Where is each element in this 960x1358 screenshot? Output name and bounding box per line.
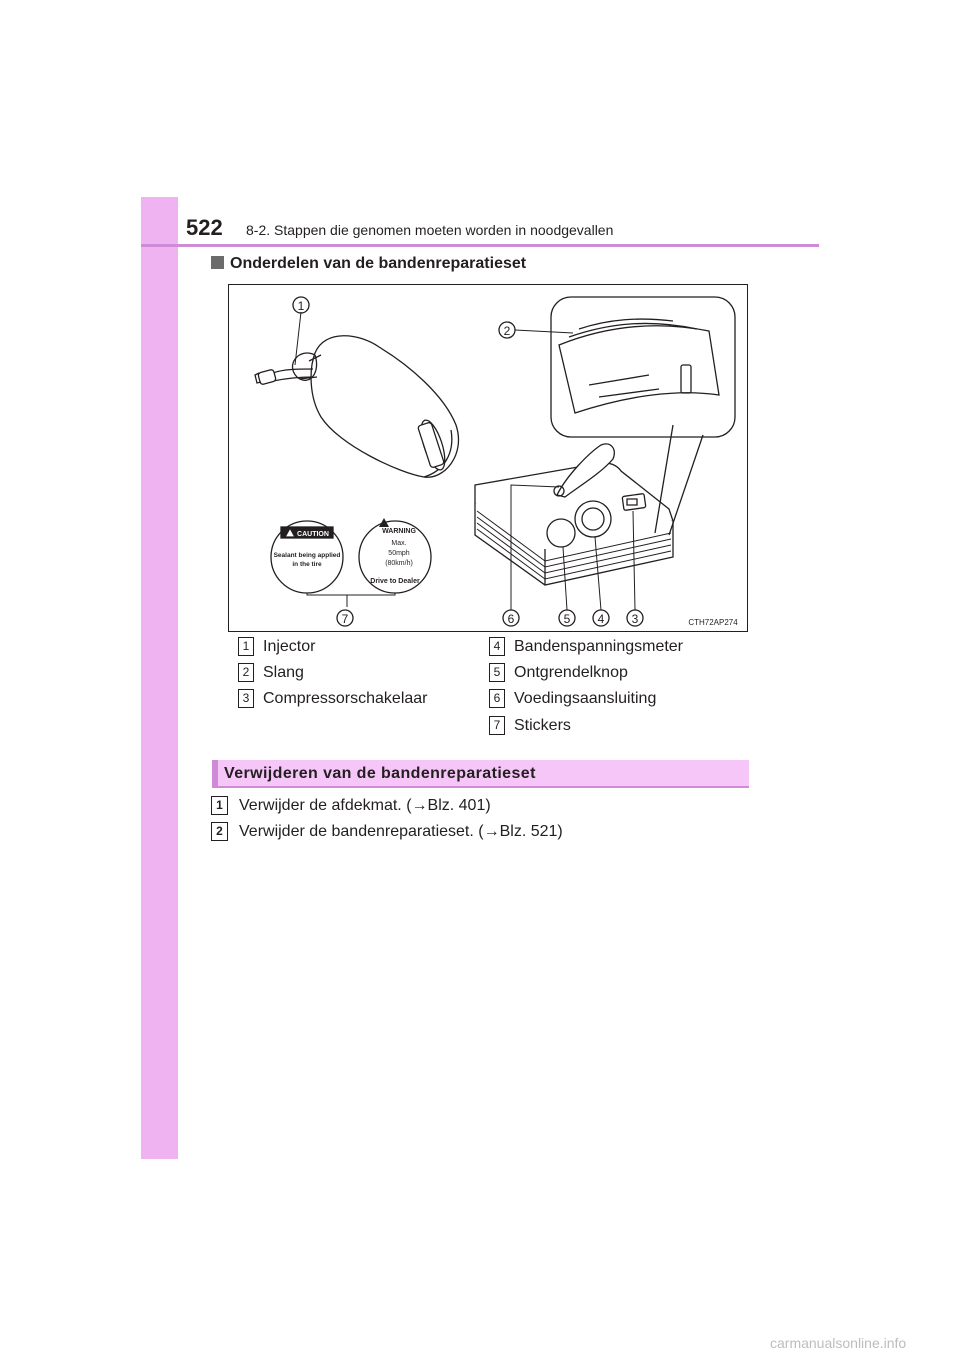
step-number: 2 xyxy=(211,822,228,841)
legend-label: Slang xyxy=(263,664,304,681)
repair-kit-drawing xyxy=(229,285,747,631)
step-text: Verwijder de bandenreparatieset. (→Blz. 521) xyxy=(239,823,563,840)
site-watermark: carmanualsonline.info xyxy=(770,1335,907,1351)
legend-item xyxy=(489,663,628,682)
header-rule xyxy=(141,244,819,247)
callout-2: 2 xyxy=(503,324,511,338)
legend-item xyxy=(238,689,428,708)
running-header-title: 8-2. Stappen die genomen moeten worden in noodgevallen xyxy=(246,222,614,238)
legend-item xyxy=(238,637,315,656)
callout-1: 1 xyxy=(297,299,305,313)
sticker-warning-heading: WARNING xyxy=(382,528,416,535)
legend-number: 1 xyxy=(238,637,254,656)
sticker-warning-line2: 50mph xyxy=(388,550,410,557)
sticker-warning-line3: (80km/h) xyxy=(385,560,413,567)
step-number: 1 xyxy=(211,796,228,815)
legend-label: Injector xyxy=(263,638,316,655)
section-heading xyxy=(211,255,526,273)
callout-5: 5 xyxy=(563,612,571,626)
legend-label: Stickers xyxy=(514,717,571,734)
callout-6: 6 xyxy=(507,612,515,626)
page-number: 522 xyxy=(186,215,223,240)
chapter-sidebar-tab xyxy=(141,197,178,1159)
sticker-caution-heading: CAUTION xyxy=(297,531,329,538)
legend-label: Bandenspanningsmeter xyxy=(514,638,684,655)
legend-number: 7 xyxy=(489,716,505,735)
removal-heading-rule xyxy=(212,786,749,788)
step-item xyxy=(211,822,563,841)
step-text: Verwijder de afdekmat. (→Blz. 401) xyxy=(239,797,491,814)
legend-label: Ontgrendelknop xyxy=(514,664,628,681)
legend-item xyxy=(489,716,571,735)
section-heading-text: Onderdelen van de bandenreparatieset xyxy=(230,255,527,272)
legend-item xyxy=(489,689,656,708)
legend-number: 5 xyxy=(489,663,505,682)
legend-number: 2 xyxy=(238,663,254,682)
legend-item xyxy=(238,663,304,682)
repair-kit-illustration xyxy=(228,284,748,632)
sticker-caution-line2: in the tire xyxy=(292,561,322,568)
legend-number: 4 xyxy=(489,637,505,656)
legend-item xyxy=(489,637,683,656)
step-item xyxy=(211,796,491,815)
callout-3: 3 xyxy=(631,612,639,626)
sticker-warning-footer: Drive to Dealer xyxy=(370,578,420,585)
callout-4: 4 xyxy=(597,612,605,626)
removal-heading: Verwijderen van de bandenreparatieset xyxy=(224,765,536,782)
callout-7: 7 xyxy=(341,612,349,626)
sticker-caution-line1: Sealant being applied xyxy=(273,552,341,559)
square-bullet-icon xyxy=(211,256,224,269)
legend-number: 6 xyxy=(489,689,505,708)
sticker-warning-line1: Max. xyxy=(391,540,407,547)
legend-number: 3 xyxy=(238,689,254,708)
legend-label: Compressorschakelaar xyxy=(263,690,428,707)
legend-label: Voedingsaansluiting xyxy=(514,690,657,707)
figure-code: CTH72AP274 xyxy=(688,618,738,627)
